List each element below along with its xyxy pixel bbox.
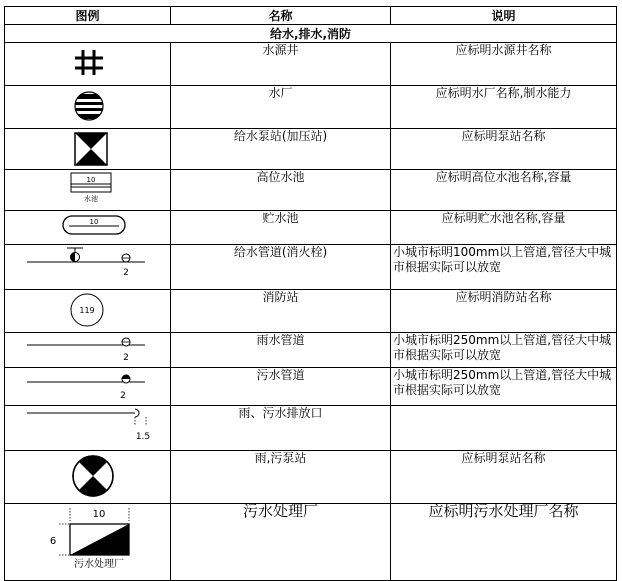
row-name: 雨,污泵站 (171, 451, 391, 504)
water-well-icon (5, 43, 171, 85)
table-row (5, 245, 617, 290)
fire-station-icon (5, 290, 171, 332)
row-name: 雨水管道 (171, 333, 391, 368)
pump-station-icon (5, 129, 171, 169)
row-description: 应标明贮水池名称,容量 (391, 211, 617, 245)
pipe-diameter-label: 2 (123, 268, 129, 278)
row-name: 污水管道 (171, 368, 391, 406)
section-row (5, 25, 617, 43)
legend-table (4, 6, 617, 581)
table-row (5, 451, 617, 504)
supply-pipe-symbol-cell (5, 245, 171, 290)
row-name: 给水泵站(加压站) (171, 129, 391, 170)
sewage-pipe-icon (5, 368, 171, 405)
row-description: 应标明消防站名称 (391, 290, 617, 333)
row-description: 小城市标明250mm以上管道,管径大中城市根据实际可以放宽 (391, 368, 617, 406)
sewage-pipe-symbol-cell (5, 368, 171, 406)
row-name: 水厂 (171, 86, 391, 129)
outfall-symbol-cell (5, 406, 171, 451)
row-name: 水源井 (171, 43, 391, 86)
outfall-icon (5, 406, 171, 450)
table-row (5, 170, 617, 211)
header-name: 名称 (171, 7, 391, 25)
outfall-width-label: 1.5 (135, 432, 151, 442)
storage-tank-icon (5, 211, 171, 244)
water-plant-icon (5, 86, 171, 128)
header-description: 说明 (391, 7, 617, 25)
pipe-diameter-label: 2 (123, 353, 129, 363)
table-row (5, 43, 617, 86)
sewage-pump-station-icon (5, 451, 171, 503)
fire-station-symbol-cell (5, 290, 171, 333)
table-row (5, 504, 617, 581)
row-description: 应标明污水处理厂名称 (391, 504, 617, 581)
high-tank-icon (5, 170, 171, 210)
table-row (5, 86, 617, 129)
section-title: 给水,排水,消防 (5, 25, 617, 43)
well-symbol-cell (5, 43, 171, 86)
table-row (5, 290, 617, 333)
fire-number-label: 119 (79, 306, 95, 315)
tank-capacity-label: 10 (86, 176, 96, 184)
tank-label: 水池 (84, 195, 98, 203)
row-name: 消防站 (171, 290, 391, 333)
row-description: 应标明泵站名称 (391, 451, 617, 504)
row-description: 应标明水源井名称 (391, 43, 617, 86)
row-name: 贮水池 (171, 211, 391, 245)
header-row (5, 7, 617, 25)
treatment-plant-symbol-cell (5, 504, 171, 581)
row-description: 小城市标明100mm以上管道,管径大中城市根据实际可以放宽 (391, 245, 617, 290)
row-description (391, 406, 617, 451)
row-description: 应标明高位水池名称,容量 (391, 170, 617, 211)
table-row (5, 406, 617, 451)
row-description: 应标明泵站名称 (391, 129, 617, 170)
rain-pipe-icon (5, 333, 171, 367)
row-name: 雨、污水排放口 (171, 406, 391, 451)
pipe-diameter-label: 2 (120, 391, 126, 401)
plant-symbol-cell (5, 86, 171, 129)
storage-capacity-label: 10 (89, 218, 99, 226)
sewage-pump-symbol-cell (5, 451, 171, 504)
row-description: 应标明水厂名称,制水能力 (391, 86, 617, 129)
sewage-treatment-plant-icon (5, 504, 171, 580)
table-row (5, 333, 617, 368)
row-name: 高位水池 (171, 170, 391, 211)
row-description: 小城市标明250mm以上管道,管径大中城市根据实际可以放宽 (391, 333, 617, 368)
row-name: 给水管道(消火栓) (171, 245, 391, 290)
pump-station-symbol-cell (5, 129, 171, 170)
row-name: 污水处理厂 (171, 504, 391, 581)
plant-height-label: 6 (49, 536, 57, 547)
storage-tank-symbol-cell (5, 211, 171, 245)
high-tank-symbol-cell (5, 170, 171, 211)
rain-pipe-symbol-cell (5, 333, 171, 368)
table-row (5, 129, 617, 170)
plant-label: 污水处理厂 (74, 559, 124, 570)
plant-width-label: 10 (92, 509, 106, 520)
table-row (5, 211, 617, 245)
header-legend: 图例 (5, 7, 171, 25)
table-row (5, 368, 617, 406)
supply-pipe-icon (5, 245, 171, 289)
